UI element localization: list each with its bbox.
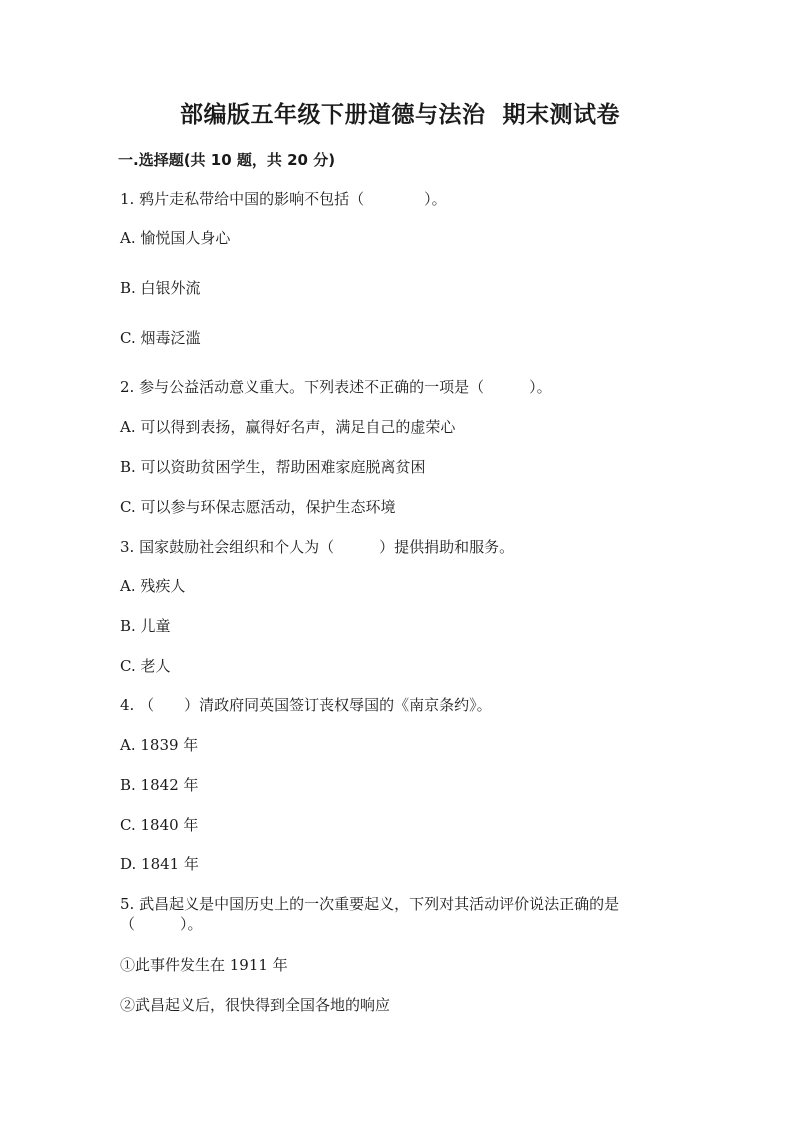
- question-5-stem-continued: （ ）。: [120, 915, 203, 933]
- page-title: 部编版五年级下册道德与法治 期末测试卷: [179, 102, 620, 128]
- question-2-option-a: A. 可以得到表扬，赢得好名声，满足自己的虚荣心: [120, 418, 456, 436]
- question-3-option-a: A. 残疾人: [120, 577, 186, 595]
- question-3-stem: 3. 国家鼓励社会组织和个人为（ ）提供捐助和服务。: [120, 538, 515, 556]
- question-2-option-b: B. 可以资助贫困学生，帮助困难家庭脱离贫困: [120, 458, 426, 476]
- question-1-option-b: B. 白银外流: [120, 279, 201, 297]
- section-heading: 一.选择题(共 10 题，共 20 分): [118, 151, 336, 169]
- question-2-stem: 2. 参与公益活动意义重大。下列表述不正确的一项是（ ）。: [120, 378, 552, 396]
- question-3-option-b: B. 儿童: [120, 617, 171, 635]
- question-4-option-a: A. 1839 年: [120, 736, 199, 754]
- question-4-option-c: C. 1840 年: [120, 816, 199, 834]
- question-5-statement-1: ①此事件发生在 1911 年: [120, 956, 288, 974]
- question-5-stem: 5. 武昌起义是中国历史上的一次重要起义，下列对其活动评价说法正确的是: [120, 895, 620, 913]
- question-1-option-c: C. 烟毒泛滥: [120, 329, 201, 347]
- question-3-option-c: C. 老人: [120, 657, 171, 675]
- question-1-option-a: A. 愉悦国人身心: [120, 229, 231, 247]
- question-5-statement-2: ②武昌起义后，很快得到全国各地的响应: [120, 996, 391, 1014]
- question-2-option-c: C. 可以参与环保志愿活动，保护生态环境: [120, 498, 396, 516]
- question-4-option-d: D. 1841 年: [120, 855, 199, 873]
- question-4-stem: 4. （ ）清政府同英国签订丧权辱国的《南京条约》。: [120, 696, 492, 714]
- question-4-option-b: B. 1842 年: [120, 776, 199, 794]
- question-1-stem: 1. 鸦片走私带给中国的影响不包括（ ）。: [120, 190, 447, 208]
